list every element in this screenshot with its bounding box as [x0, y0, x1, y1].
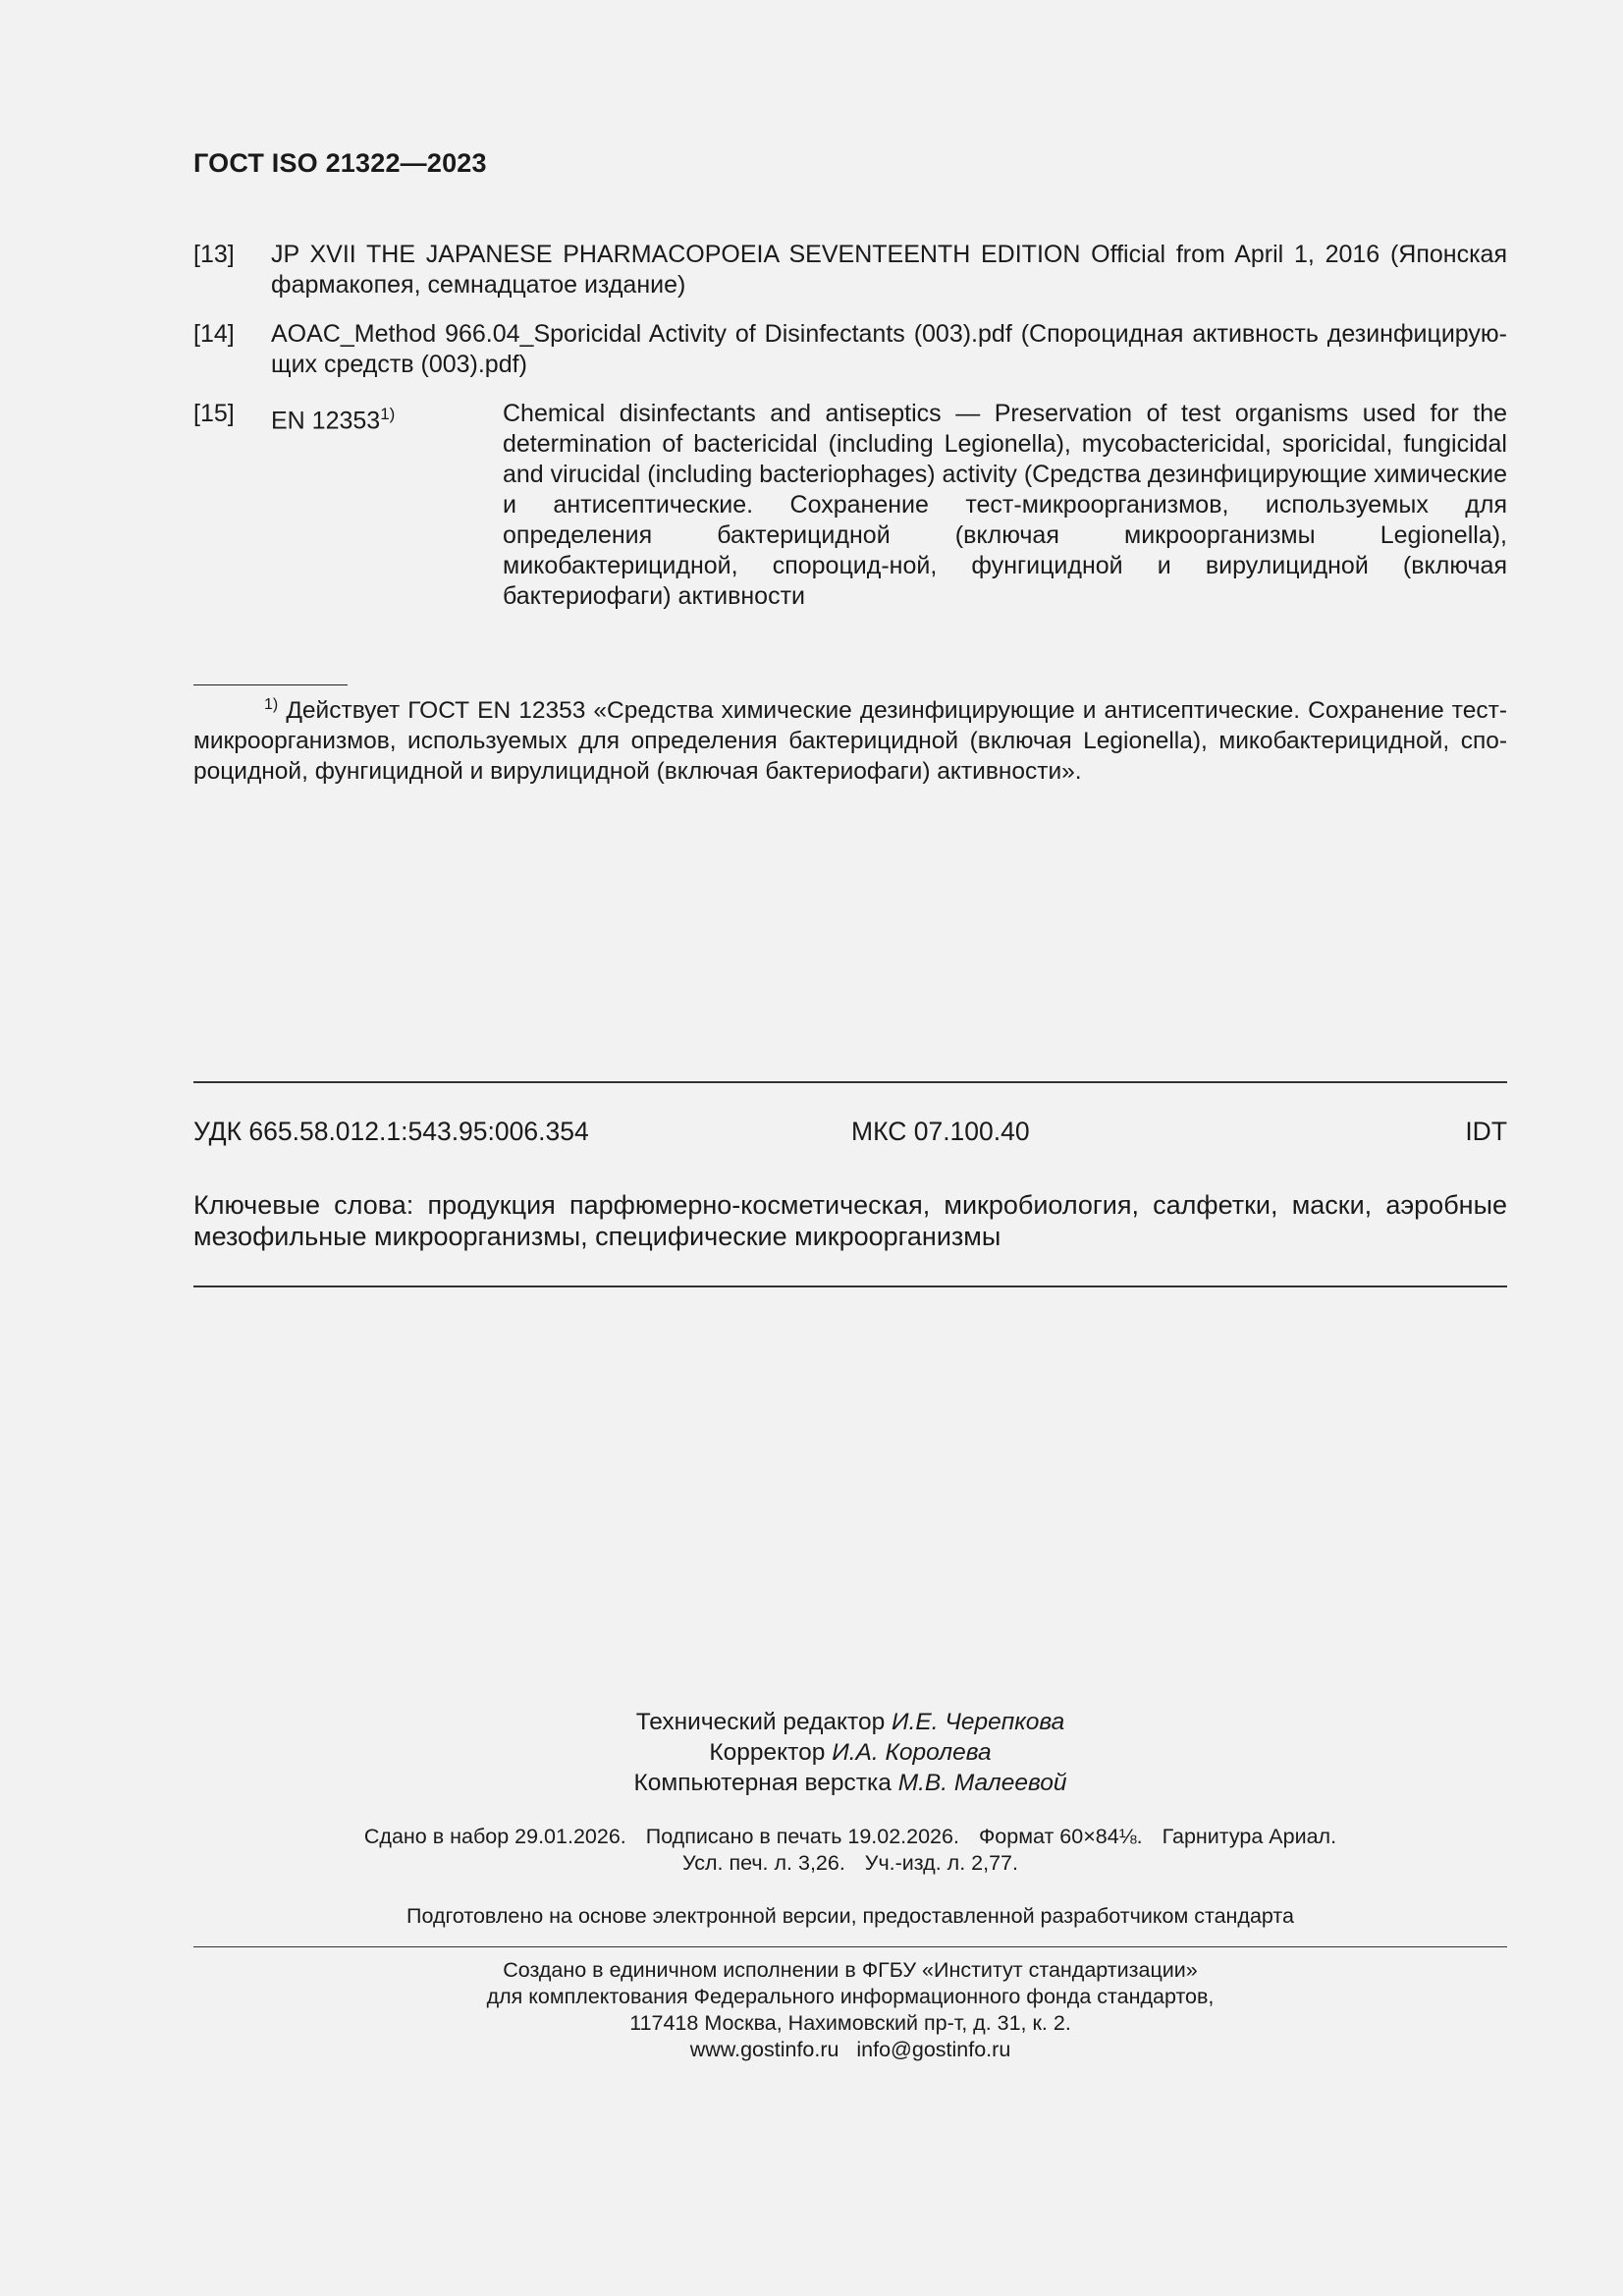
- footnote: [193, 689, 1507, 787]
- prepared-note: Подготовлено на основе электронной версии, предоставленной разработчиком стандарта: [406, 1904, 1294, 1928]
- standard-code-text: EN 12353: [271, 407, 381, 435]
- submitted-date: Сдано в набор 29.01.2026.: [363, 1825, 626, 1848]
- print-info-line: [193, 1824, 1507, 1850]
- reference-item-13: [193, 240, 1507, 301]
- credit-role: Компьютерная верстка: [633, 1770, 892, 1796]
- reference-number: [13]: [193, 241, 235, 268]
- paper-format: Формат 60×84⅛.: [978, 1825, 1143, 1848]
- classification-row: [193, 1117, 1507, 1150]
- credit-name: И.Е. Черепкова: [892, 1709, 1065, 1735]
- publisher-line: для комплектования Федерального информационного фонда стандартов,: [486, 1985, 1215, 2008]
- credit-line: [193, 1768, 1507, 1798]
- print-info-block: [193, 1824, 1507, 1877]
- reference-item-15: [193, 399, 1507, 612]
- footnote-reference-mark[interactable]: 1): [380, 405, 396, 423]
- credit-role: Технический редактор: [635, 1709, 886, 1735]
- credits-block: [193, 1707, 1507, 1798]
- reference-standard-code: [271, 399, 395, 436]
- reference-text: Chemical disinfectants and antiseptics — Preservation of test organisms used for the determination of bactericidal (including Legionella), mycobactericidal, sporicidal, fungicidal and virucidal (including bacteriophages) activity (Средства дезинфицирующие химические и антисептические. Сохранение тест-микроорганизмов, используемых для определения бактерицидной (включая микроорганизмы Legionella), микобактерицидной, спороцид-ной, фунгицидной и вирулицидной (включая бактериофаги) активности: [503, 400, 1507, 610]
- udk-code: УДК 665.58.012.1:543.95:006.354: [193, 1117, 589, 1146]
- credit-name: И.А. Королева: [832, 1739, 992, 1766]
- footnote-separator: [193, 684, 348, 685]
- divider: [193, 1081, 1507, 1083]
- bibliography-list: [193, 240, 1507, 630]
- reference-number: [15]: [193, 400, 235, 427]
- reference-item-14: [193, 319, 1507, 380]
- idt-label: IDT: [1465, 1117, 1507, 1146]
- reference-text: JP XVII THE JAPANESE PHARMACOPOEIA SEVENTEENTH EDITION Official from April 1, 2016 (Японская фармакопея, семнадцатое издание): [271, 241, 1507, 299]
- footnote-mark: 1): [264, 696, 279, 713]
- print-info-line: [193, 1850, 1507, 1877]
- email-link[interactable]: info@gostinfo.ru: [856, 2038, 1011, 2061]
- credit-role: Корректор: [709, 1739, 826, 1766]
- publisher-address: 117418 Москва, Нахимовский пр-т, д. 31, к. 2.: [629, 2011, 1071, 2035]
- document-code-header: ГОСТ ISO 21322—2023: [193, 148, 487, 178]
- divider: [193, 1946, 1507, 1947]
- publishing-sheets: Уч.-изд. л. 2,77.: [864, 1851, 1018, 1875]
- printed-sheets: Усл. печ. л. 3,26.: [682, 1851, 845, 1875]
- typeface: Гарнитура Ариал.: [1162, 1825, 1337, 1848]
- reference-text: AOAC_Method 966.04_Sporicidal Activity of Disinfectants (003).pdf (Спороцидная активность дезинфицирую-щих средств (003).pdf): [271, 320, 1507, 378]
- document-page: [193, 0, 1507, 2296]
- website-link[interactable]: www.gostinfo.ru: [689, 2038, 839, 2061]
- credit-line: [193, 1707, 1507, 1737]
- credit-line: [193, 1737, 1507, 1768]
- mks-code: МКС 07.100.40: [851, 1117, 1030, 1146]
- reference-number: [14]: [193, 320, 235, 348]
- divider: [193, 1285, 1507, 1287]
- credit-name: М.В. Малеевой: [897, 1770, 1067, 1796]
- publisher-contacts: [193, 2037, 1507, 2063]
- footnote-text: Действует ГОСТ EN 12353 «Средства химические дезинфицирующие и антисептические. Сохранение тест-микроорганизмов, используемых для определения бактерицидной (включая Legionella), микобактерицидной, спо-роцидной, фунгицидной и вирулицидной (включая бактериофаги) активности».: [193, 697, 1507, 786]
- keywords: Ключевые слова: продукция парфюмерно-косметическая, микробиология, салфетки, маски, аэробные мезофильные микроорганизмы, специфические микроорганизмы: [193, 1190, 1507, 1251]
- publisher-block: [193, 1957, 1507, 2063]
- publisher-line: Создано в единичном исполнении в ФГБУ «Институт стандартизации»: [503, 1958, 1198, 1982]
- signed-date: Подписано в печать 19.02.2026.: [645, 1825, 959, 1848]
